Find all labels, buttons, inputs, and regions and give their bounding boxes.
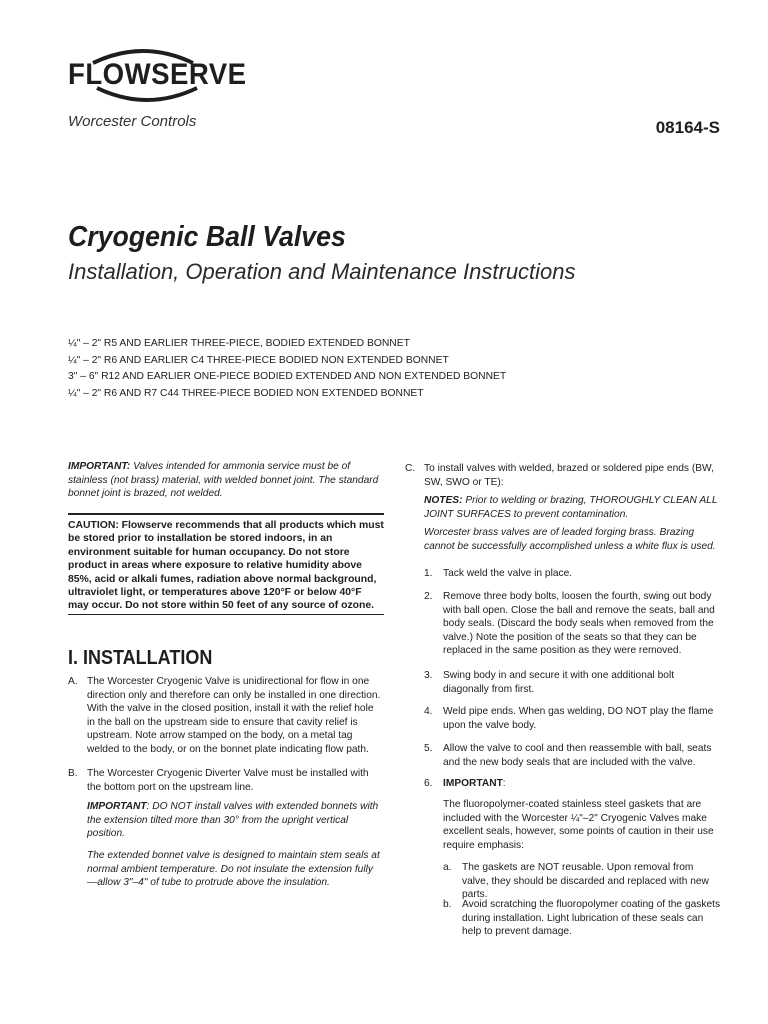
step-text: Allow the valve to cool and then reassemble with ball, seats and the new body seals that are included with the valve. (443, 743, 712, 768)
sub-item-label: b. (443, 899, 452, 910)
step-text: Tack weld the valve in place. (443, 568, 573, 579)
item-text: The Worcester Cryogenic Diverter Valve must be installed with the bottom port on the upstream line. (87, 768, 369, 793)
step-text: Swing body in and secure it with one additional bolt diagonally from first. (443, 670, 675, 695)
flowserve-logo-arc-bottom (92, 86, 202, 106)
caution-notice: CAUTION: Flowserve recommends that all products which must be stored prior to installation be stored indoors, in an environment suitable for human occupancy. Do not store product in areas where exposure to relative humidity above 85%, acid or alkali fumes, radiation above normal background, ultraviolet light, or temperatures above 120°F or below 40°F may occur. Do not store within 50 feet of any source of ozone. (68, 520, 384, 612)
colon: : (502, 778, 506, 789)
sub-item-text: The gaskets are NOT reusable. Upon removal from valve, they should be discarded and replaced with new parts. (462, 862, 709, 901)
step-heading (443, 777, 721, 791)
division-name: Worcester Controls (68, 113, 197, 130)
notes-text: Prior to welding or brazing, THOROUGHLY CLEAN ALL JOINT SURFACES to prevent contamination. (424, 495, 718, 520)
important-label: IMPORTANT (443, 778, 503, 789)
item-label: A. (68, 676, 78, 687)
step-number: 2. (424, 591, 433, 602)
model-line: ¼" – 2" R6 AND EARLIER C4 THREE-PIECE BODIED NON EXTENDED BONNET (68, 354, 449, 366)
important-label: IMPORTANT (87, 801, 147, 812)
model-line: ¼" – 2" R6 AND R7 C44 THREE-PIECE BODIED NON EXTENDED BONNET (68, 387, 424, 399)
caution-divider-bottom (68, 614, 384, 615)
important-note (68, 460, 384, 501)
section-heading-installation: I. INSTALLATION (68, 647, 213, 669)
important-text: : DO NOT install valves with extended bonnets with the extension tilted more than 30° from the upright vertical position. (87, 801, 379, 840)
item-label: B. (68, 768, 78, 779)
page-title: Cryogenic Ball Valves (68, 221, 346, 253)
important-extended-bonnet (87, 800, 384, 841)
step-text: Weld pipe ends. When gas welding, DO NOT play the flame upon the valve body. (443, 706, 714, 731)
model-line: ¼" – 2" R5 AND EARLIER THREE-PIECE, BODIED EXTENDED BONNET (68, 338, 410, 349)
gasket-intro: The fluoropolymer-coated stainless steel gaskets that are included with the Worcester ¼"–2" Cryogenic Valves make excellent seals, however, some points of caution in their use require emphasis: (443, 799, 714, 851)
step-number: 6. (424, 778, 433, 789)
model-line: 3" – 6" R12 AND EARLIER ONE-PIECE BODIED EXTENDED AND NON EXTENDED BONNET (68, 371, 507, 382)
brass-note: Worcester brass valves are of leaded forging brass. Brazing cannot be successfully accomplished unless a white flux is used. (424, 527, 716, 552)
document-number: 08164-S (655, 118, 720, 137)
step-text: Remove three body bolts, loosen the fourth, swing out body with ball open. Close the ball and remove the seats, ball and body seals. (Discard the body seals when removed from the valve.) Note the position of the seats so that they can be replaced in the same position as they were removed. (443, 591, 715, 657)
important-text: Valves intended for ammonia service must be of stainless (not brass) material, with welded bonnet joint. The standard bonnet joint is brazed, not welded. (68, 461, 379, 500)
extended-bonnet-note: The extended bonnet valve is designed to maintain stem seals at normal ambient temperature. Do not insulate the extension fully —allow 3"–4" of tube to protrude above the insulation. (87, 850, 380, 889)
item-label: C. (405, 463, 416, 474)
sub-item-text: Avoid scratching the fluoropolymer coating of the gaskets during installation. Light lubrication of these seals can help to prevent damage. (462, 899, 721, 938)
item-text: The Worcester Cryogenic Valve is unidirectional for flow in one direction only and therefore can only be installed in one direction. With the valve in the closed position, install it with the relief hole in the ball on the upstream side to ensure that cavity relief is upstream. Note arrow stamped on the body, on a metal tag welded to the body, or on the bonnet plate indicating flow path. (87, 676, 381, 755)
page-subtitle: Installation, Operation and Maintenance Instructions (68, 259, 576, 284)
step-number: 1. (424, 568, 433, 579)
sub-item-label: a. (443, 862, 452, 873)
important-label: IMPORTANT: (68, 461, 131, 472)
step-number: 5. (424, 743, 433, 754)
notes-block (424, 494, 721, 521)
item-text: To install valves with welded, brazed or soldered pipe ends (BW, SW, SWO or TE): (424, 463, 714, 488)
flowserve-logo: FLOWSERVE (68, 58, 247, 91)
caution-divider-top (68, 513, 384, 515)
step-number: 3. (424, 670, 433, 681)
model-list (68, 336, 506, 402)
notes-label: NOTES: (424, 495, 463, 506)
step-number: 4. (424, 706, 433, 717)
